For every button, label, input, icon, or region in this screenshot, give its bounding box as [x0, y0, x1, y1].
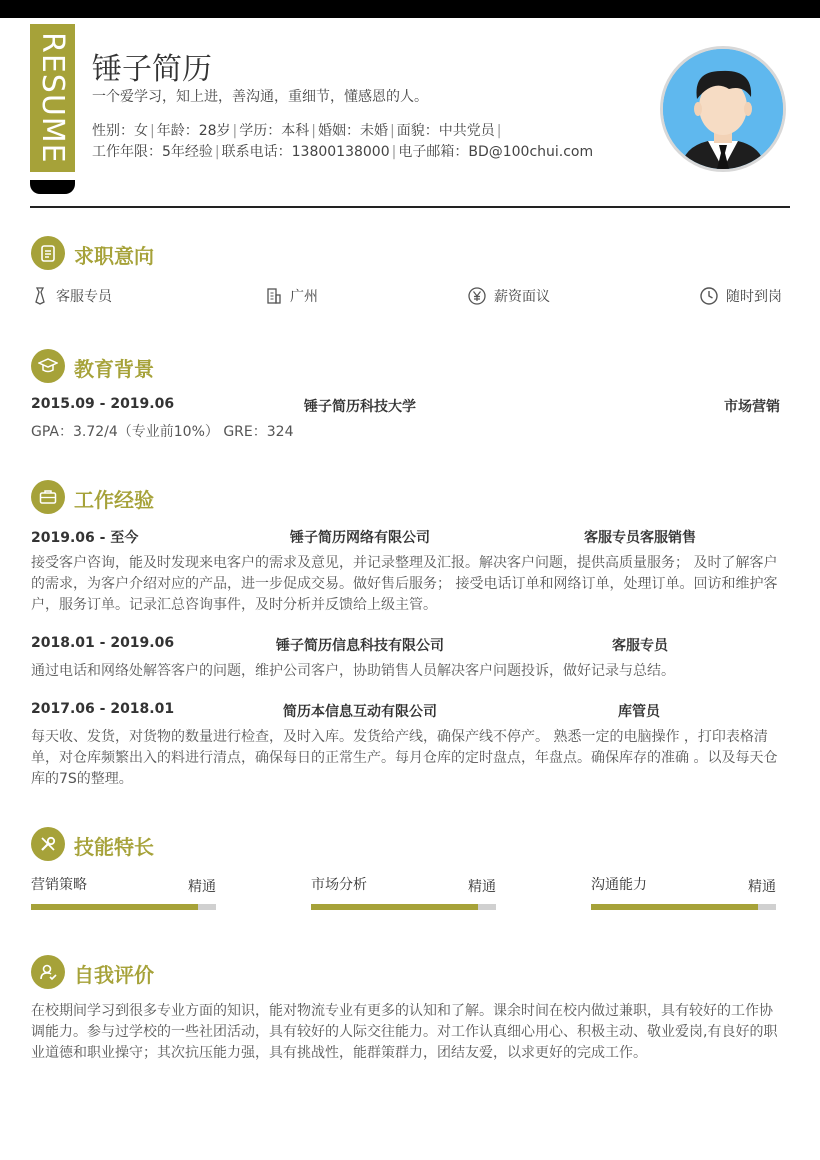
work-3-description: 每天收、发货，对货物的数量进行检查，及时入库。发货给产线，确保产线不停产。 熟悉一定的电脑操作 ，打印表格清单，对仓库频繁出入的料进行清点，确保每日的正常生产。每月仓库的定时盘点，年盘点。确保库存的准确 。以及每天仓库的7S的整理。: [31, 729, 778, 787]
section-title-work: 工作经验: [74, 488, 154, 512]
work-2-title: 客服专员: [612, 638, 668, 654]
skill-name: 沟通能力: [591, 877, 647, 893]
resume-tag-text: RESUME: [35, 32, 70, 164]
intent-availability-label: 随时到岗: [726, 289, 782, 305]
skill-bar: [591, 904, 776, 910]
info-email: 电子邮箱：BD@100chui.com: [398, 144, 594, 160]
section-title-education: 教育背景: [74, 357, 154, 381]
info-marital: 婚姻：未婚 |: [318, 120, 397, 140]
skill-level: 精通: [748, 879, 776, 895]
skill-bar-fill: [591, 904, 758, 910]
work-1-description: 接受客户咨询，能及时发现来电客户的需求及意见，并记录整理及汇报。解决客户问题，提供高质量服务； 及时了解客户的需求，为客户介绍对应的产品，进一步促成交易。做好售后服务； 接受电话订单和网络订单，处理订单。回访和维护客户，服务订单。记录汇总咨询事件，及时分析并反馈给上级主管。: [31, 555, 778, 613]
intent-salary: [468, 286, 550, 306]
section-title-self: 自我评价: [74, 963, 154, 987]
tie-icon: [32, 287, 48, 305]
tools-icon: [31, 827, 65, 861]
skill-name: 市场分析: [311, 877, 367, 893]
skill-name: 营销策略: [31, 877, 87, 893]
basic-info-line-2: [92, 141, 597, 161]
work-3-title: 库管员: [618, 704, 660, 720]
section-title-skills: 技能特长: [74, 835, 154, 859]
intent-position-label: 客服专员: [56, 289, 112, 305]
resume-tag-cap: [30, 180, 75, 194]
candidate-name: 锤子简历: [92, 52, 212, 87]
intent-city: [266, 286, 318, 306]
intent-city-label: 广州: [290, 289, 318, 305]
info-experience: 工作年限：5年经验 |: [92, 141, 222, 161]
briefcase-icon: [31, 480, 65, 514]
info-gender: 性别：女 |: [92, 120, 157, 140]
intent-availability: [700, 286, 782, 306]
avatar: [660, 46, 786, 172]
graduation-cap-icon: [31, 349, 65, 383]
work-1-period: 2019.06 - 至今: [31, 530, 139, 546]
work-2-period: 2018.01 - 2019.06: [31, 635, 175, 651]
skill-bar-fill: [31, 904, 198, 910]
skill-bar: [31, 904, 216, 910]
info-age: 年龄：28岁 |: [157, 120, 240, 140]
education-school: 锤子简历科技大学: [304, 399, 416, 415]
intent-position: [32, 286, 112, 306]
basic-info-line-1: [92, 120, 503, 140]
skill-bar-fill: [311, 904, 478, 910]
info-political: 面貌：中共党员 |: [397, 120, 504, 140]
work-3-period: 2017.06 - 2018.01: [31, 701, 175, 717]
education-period: 2015.09 - 2019.06: [31, 396, 175, 412]
info-phone: 联系电话：13800138000 |: [222, 141, 399, 161]
skill-level: 精通: [468, 879, 496, 895]
candidate-motto: 一个爱学习，知上进，善沟通，重细节，懂感恩的人。: [92, 89, 428, 105]
section-title-intent: 求职意向: [74, 244, 154, 268]
skill-bar: [311, 904, 496, 910]
header-divider: [30, 206, 790, 208]
intent-salary-label: 薪资面议: [494, 289, 550, 305]
education-detail: GPA：3.72/4（专业前10%） GRE：324: [31, 424, 294, 440]
yen-icon: [468, 287, 486, 305]
work-3-company: 简历本信息互动有限公司: [283, 704, 437, 720]
person-check-icon: [31, 955, 65, 989]
work-2-company: 锤子简历信息科技有限公司: [276, 638, 444, 654]
clipboard-icon: [31, 236, 65, 270]
education-major: 市场营销: [724, 399, 780, 415]
info-education: 学历：本科 |: [239, 120, 318, 140]
work-1-company: 锤子简历网络有限公司: [290, 530, 430, 546]
building-icon: [266, 287, 282, 305]
clock-icon: [700, 287, 718, 305]
work-2-description: 通过电话和网络处解答客户的问题，维护公司客户，协助销售人员解决客户问题投诉，做好记录与总结。: [31, 663, 675, 679]
skill-level: 精通: [188, 879, 216, 895]
self-evaluation: 在校期间学习到很多专业方面的知识，能对物流专业有更多的认知和了解。课余时间在校内做过兼职，具有较好的工作协调能力。参与过学校的一些社团活动，具有较好的人际交往能力。对工作认真细心用心、积极主动、敬业爱岗,有良好的职业道德和职业操守；其次抗压能力强，具有挑战性，能群策群力，团结友爱，以求更好的完成工作。: [31, 1003, 778, 1061]
work-1-title: 客服专员客服销售: [584, 530, 696, 546]
top-bar: [0, 0, 820, 18]
